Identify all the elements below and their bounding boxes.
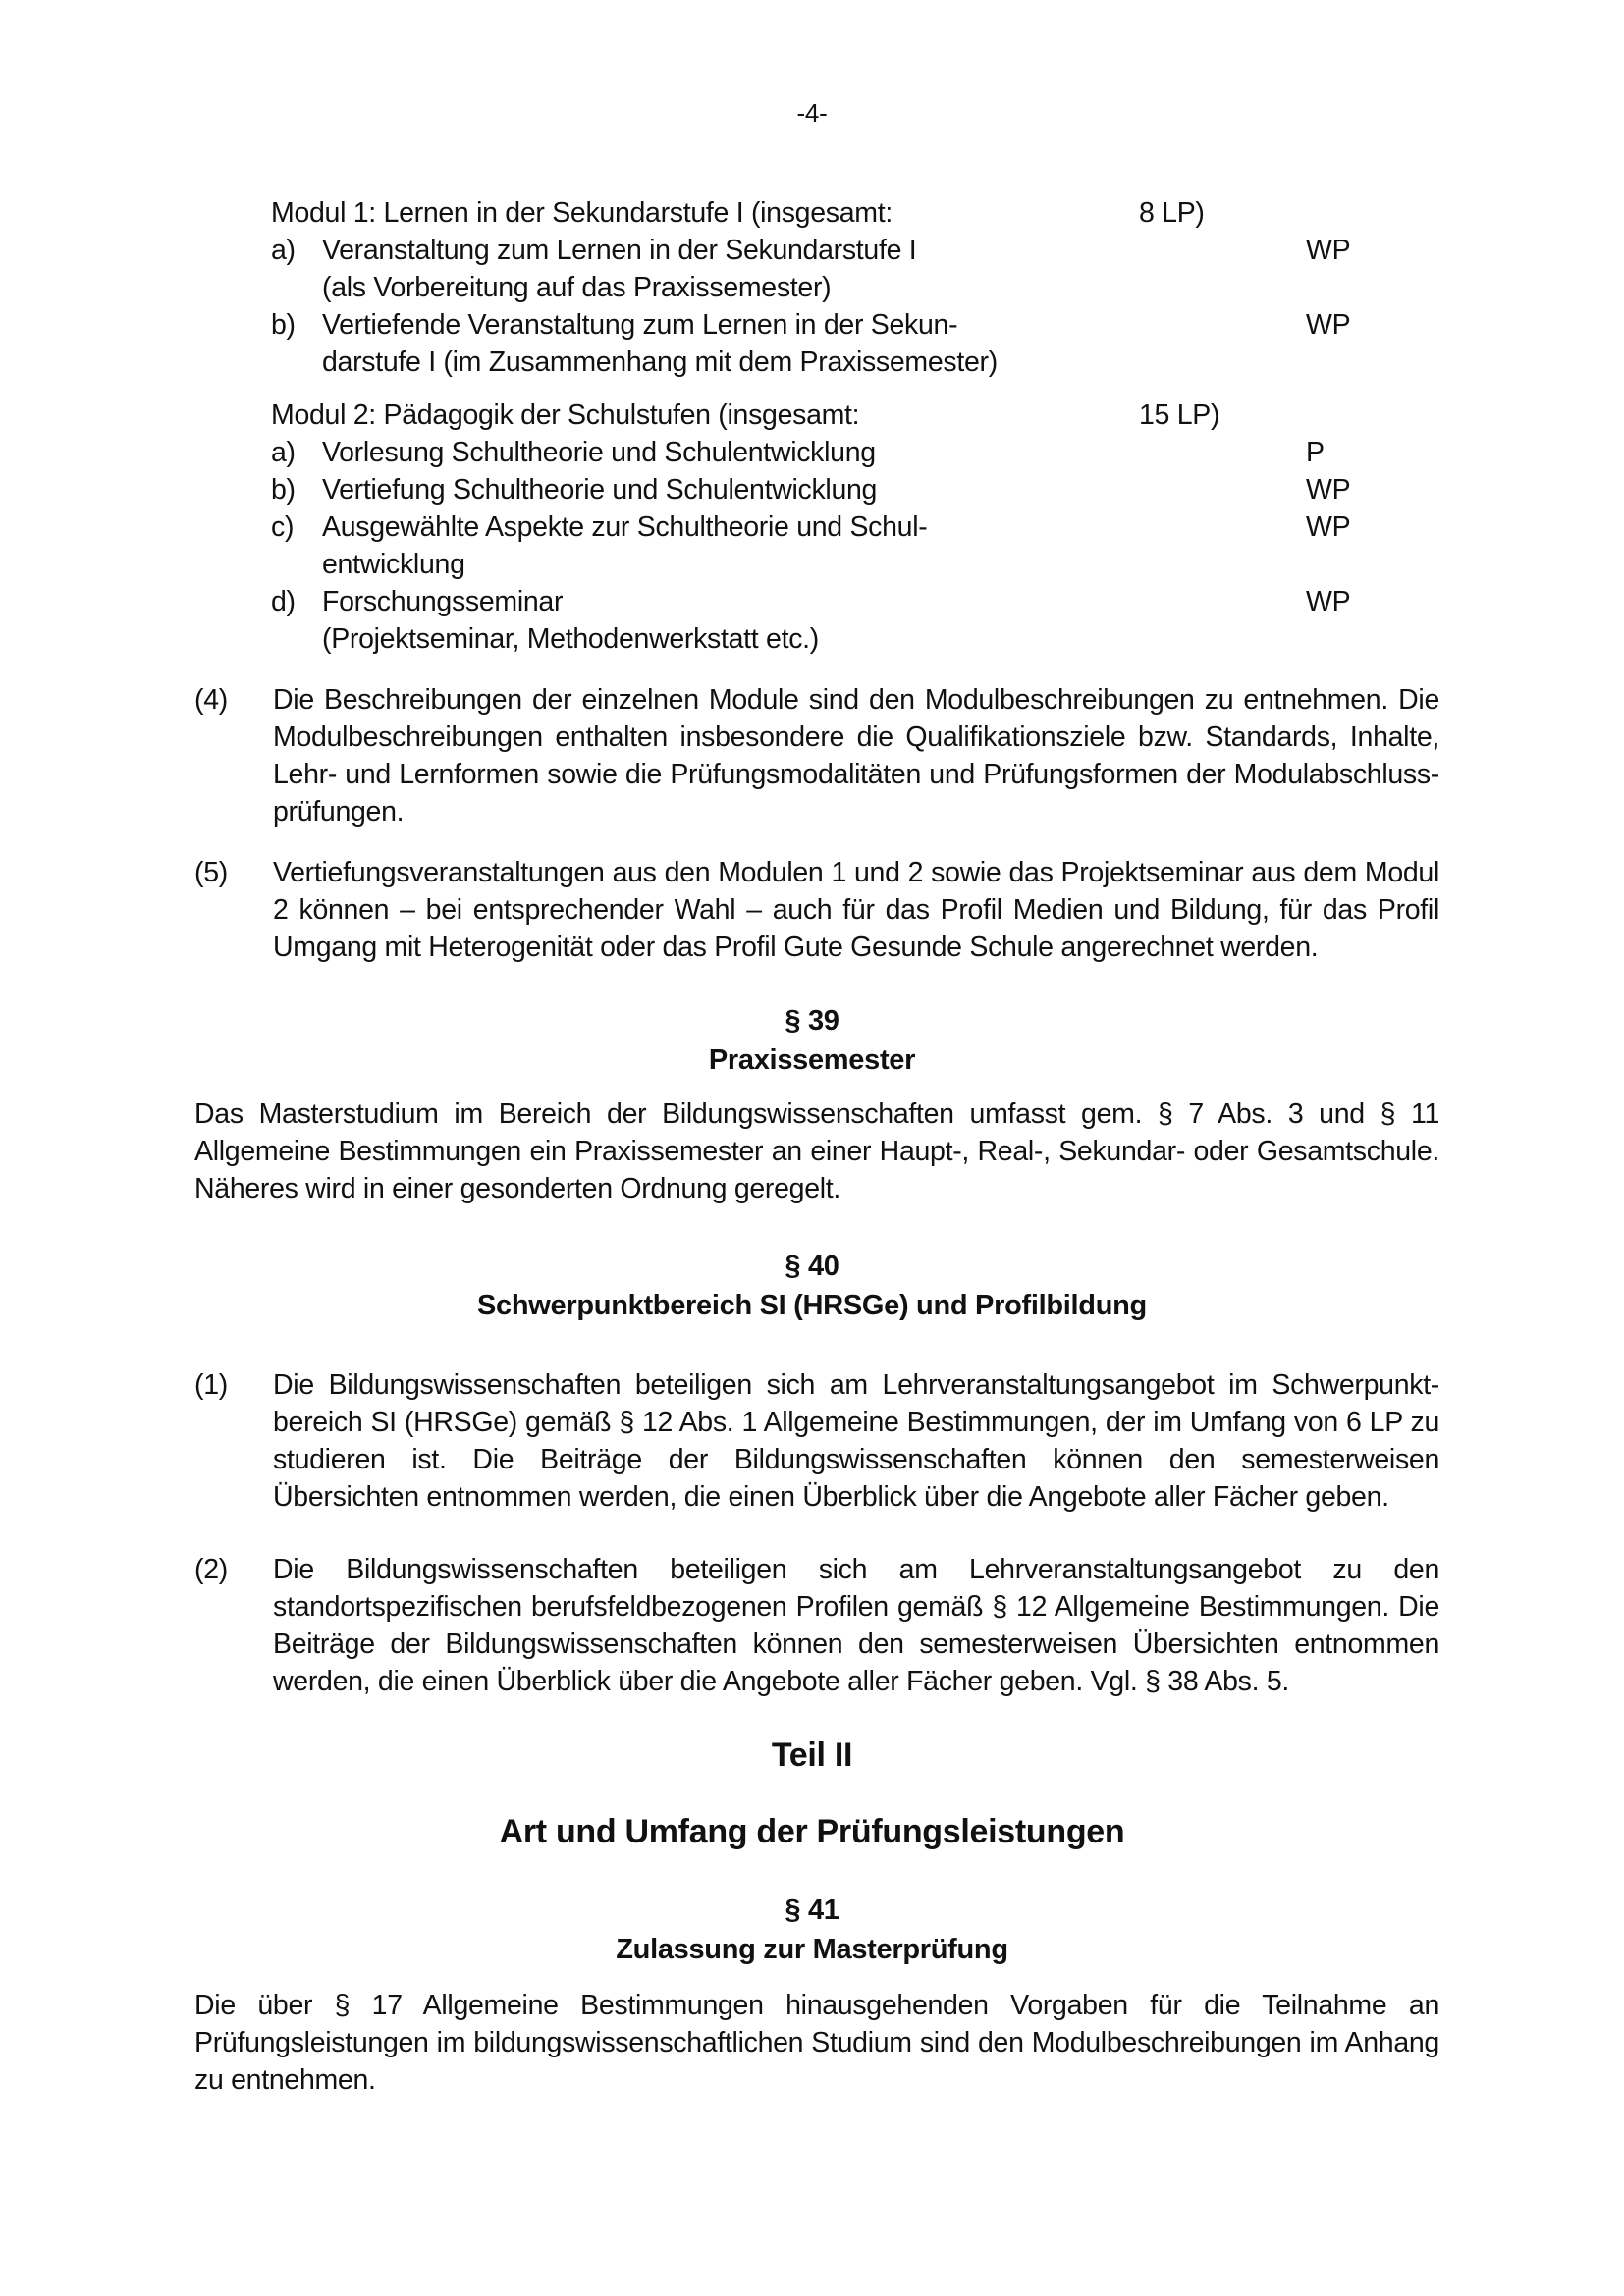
item-text: darstufe I (im Zusammenhang mit dem Praxissemester) bbox=[322, 347, 998, 378]
module-item-continued bbox=[271, 546, 1380, 583]
item-text: entwicklung bbox=[322, 549, 465, 580]
module-title-row bbox=[271, 194, 1380, 232]
part-label: Teil II bbox=[771, 1736, 853, 1774]
section-39-title: Praxissemester bbox=[708, 1044, 916, 1076]
item-tag: WP bbox=[1306, 474, 1351, 506]
module-item-continued bbox=[271, 344, 1380, 381]
paragraph-text: Vertiefungsveranstaltungen aus den Modulen 1 und 2 sowie das Projektseminar aus dem Modul 2 können – bei entsprechender Wahl – auch für das Profil Medien und Bildung, für das Profil Umgang mit Heterogenität oder das Profil Gute Gesunde Schule angerechnet werden. bbox=[273, 857, 1439, 963]
section-40-number: § 40 bbox=[785, 1251, 839, 1282]
item-text: Vertiefung Schultheorie und Schulentwicklung bbox=[322, 474, 878, 506]
module-title: Modul 1: Lernen in der Sekundarstufe I (insgesamt: bbox=[271, 197, 893, 229]
paragraph-number: (5) bbox=[194, 857, 228, 888]
item-text: Ausgewählte Aspekte zur Schultheorie und Schul- bbox=[322, 511, 928, 543]
paragraph-5 bbox=[194, 854, 1439, 966]
module-item bbox=[271, 232, 1380, 269]
part-title: Art und Umfang der Prüfungsleistungen bbox=[499, 1813, 1125, 1850]
module-2 bbox=[271, 397, 1380, 658]
section-40-title: Schwerpunktbereich SI (HRSGe) und Profilbildung bbox=[477, 1290, 1147, 1321]
module-item bbox=[271, 471, 1380, 508]
section-40-paragraph-1 bbox=[194, 1366, 1439, 1516]
item-tag: WP bbox=[1306, 511, 1351, 543]
item-letter: d) bbox=[271, 586, 296, 617]
item-text: (Projektseminar, Methodenwerkstatt etc.) bbox=[322, 623, 819, 655]
item-text: Vertiefende Veranstaltung zum Lernen in der Sekun- bbox=[322, 309, 958, 341]
module-item bbox=[271, 306, 1380, 344]
paragraph-number: (1) bbox=[194, 1369, 228, 1401]
item-tag: WP bbox=[1306, 235, 1351, 266]
module-lp: 15 LP) bbox=[1139, 400, 1220, 431]
item-letter: a) bbox=[271, 437, 296, 468]
paragraph-number: (2) bbox=[194, 1554, 228, 1585]
module-lp: 8 LP) bbox=[1139, 197, 1205, 229]
paragraph-text: Die Bildungswissenschaften beteiligen sich am Lehrveranstaltungsangebot im Schwerpunkt-bereich SI (HRSGe) gemäß § 12 Abs. 1 Allgemeine Bestimmungen, der im Umfang von 6 LP zu studieren ist. Die Beiträge der Bildungswissenschaften können den semesterweisen Übersichten entnommen werden, die einen Überblick über die Angebote aller Fächer geben. bbox=[273, 1369, 1439, 1513]
item-letter: b) bbox=[271, 474, 296, 506]
section-41-title: Zulassung zur Masterprüfung bbox=[616, 1934, 1008, 1965]
item-text: Forschungsseminar bbox=[322, 586, 564, 617]
module-item bbox=[271, 583, 1380, 620]
item-text: Vorlesung Schultheorie und Schulentwicklung bbox=[322, 437, 876, 468]
module-item bbox=[271, 508, 1380, 546]
module-title-row bbox=[271, 397, 1380, 434]
section-41-text: Die über § 17 Allgemeine Bestimmungen hinausgehenden Vorgaben für die Teilnahme an Prüfungsleistungen im bildungswissenschaftlichen Studium sind den Modulbeschreibungen im Anhang zu entnehmen. bbox=[194, 1990, 1439, 2096]
module-1 bbox=[271, 194, 1380, 381]
section-40-paragraph-2 bbox=[194, 1551, 1439, 1700]
item-tag: P bbox=[1306, 437, 1325, 468]
page-number: -4- bbox=[796, 98, 828, 128]
module-title: Modul 2: Pädagogik der Schulstufen (insgesamt: bbox=[271, 400, 860, 431]
item-tag: WP bbox=[1306, 586, 1351, 617]
module-item bbox=[271, 434, 1380, 471]
paragraph-number: (4) bbox=[194, 684, 228, 716]
item-tag: WP bbox=[1306, 309, 1351, 341]
paragraph-4 bbox=[194, 681, 1439, 830]
item-letter: a) bbox=[271, 235, 296, 266]
paragraph-text: Die Bildungswissenschaften beteiligen sich am Lehrveranstaltungsangebot zu den standortspezifischen berufsfeldbezogenen Profilen gemäß § 12 Allgemeine Bestimmungen. Die Beiträge der Bildungswissenschaften können den semesterweisen Übersichten entnommen werden, die einen Überblick über die Angebote aller Fächer geben. Vgl. § 38 Abs. 5. bbox=[273, 1554, 1439, 1697]
section-39-number: § 39 bbox=[785, 1005, 839, 1037]
item-text: (als Vorbereitung auf das Praxissemester) bbox=[322, 272, 832, 303]
paragraph-text: Die Beschreibungen der einzelnen Module sind den Modulbeschreibungen zu entnehmen. Die Modulbeschreibungen enthalten insbesondere die Qualifikationsziele bzw. Standards, Inhalte, Lehr- und Lernformen sowie die Prüfungsmodalitäten und Prüfungsformen der Modulabschluss-prüfungen. bbox=[273, 684, 1439, 828]
section-41-number: § 41 bbox=[785, 1895, 839, 1926]
item-letter: c) bbox=[271, 511, 295, 543]
module-item-continued bbox=[271, 620, 1380, 658]
item-letter: b) bbox=[271, 309, 296, 341]
item-text: Veranstaltung zum Lernen in der Sekundarstufe I bbox=[322, 235, 917, 266]
module-item-continued bbox=[271, 269, 1380, 306]
section-39-text: Das Masterstudium im Bereich der Bildungswissenschaften umfasst gem. § 7 Abs. 3 und § 11 Allgemeine Bestimmungen ein Praxissemester an einer Haupt-, Real-, Sekundar- oder Gesamtschule. Näheres wird in einer gesonderten Ordnung geregelt. bbox=[194, 1098, 1439, 1204]
